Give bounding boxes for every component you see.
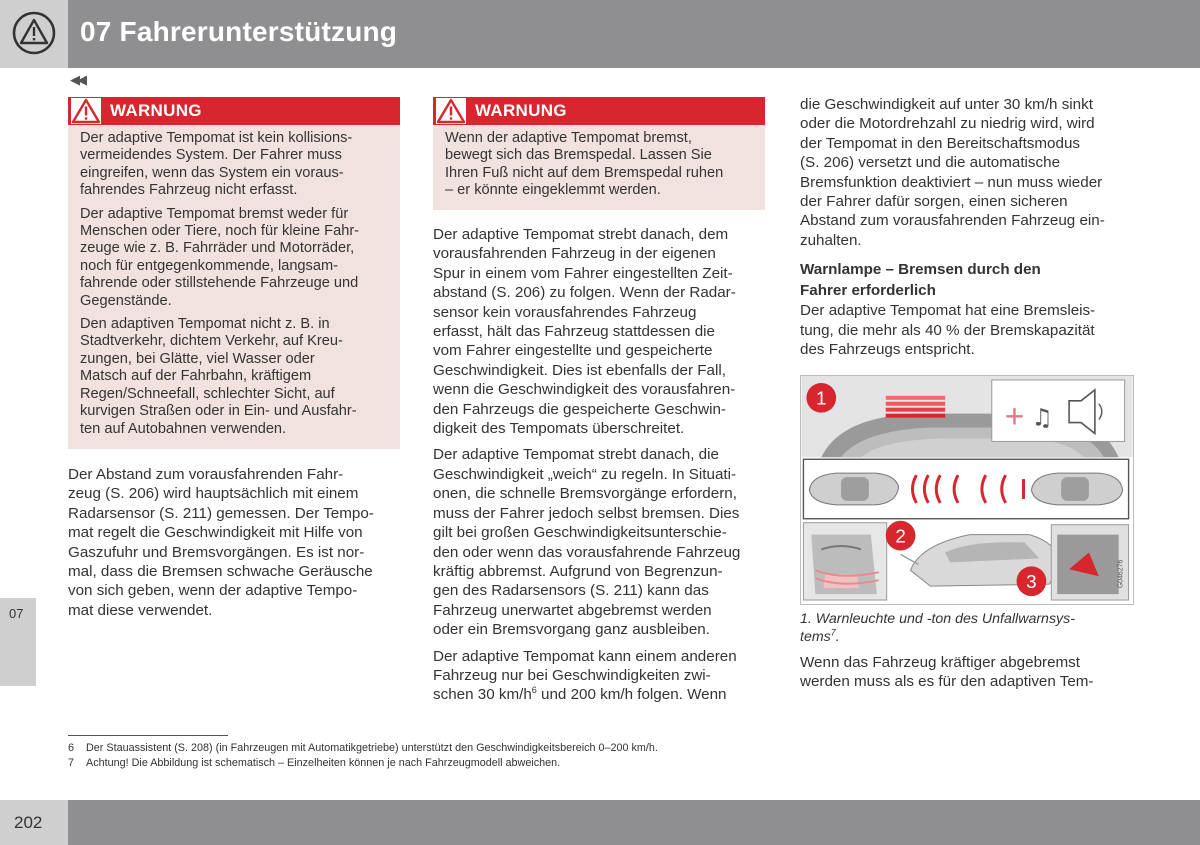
body-text: Der adaptive Tempomat kann einem anderen Fahrzeug nur bei Geschwindigkeiten zwi- schen 30 km/h — [433, 647, 737, 704]
figure-marker-label: 3 — [1026, 571, 1037, 593]
body-paragraph: Wenn das Fahrzeug kräftiger abgebremst werden muss als es für den adaptiven Tem- — [800, 654, 1094, 691]
warning-box-2 — [433, 97, 765, 210]
svg-text:♫: ♫ — [1031, 403, 1053, 432]
column-3-text — [800, 95, 1135, 366]
footnote-text: Achtung! Die Abbildung ist schematisch – Einzelheiten können je nach Fahrzeugmodell abweichen. — [86, 757, 561, 769]
warning-body — [433, 125, 765, 206]
chapter-title: 07 Fahrerunterstützung — [80, 16, 398, 47]
page-number-box — [0, 800, 68, 845]
figure-caption — [800, 610, 1130, 646]
footnote — [68, 756, 560, 770]
footnote-divider — [68, 735, 228, 736]
warning-header — [68, 97, 400, 125]
figure-marker-label: 1 — [816, 387, 827, 409]
warning-triangle-icon — [71, 98, 101, 124]
footnote-number: 6 — [68, 742, 75, 754]
lead-car-icon — [1031, 473, 1122, 505]
body-paragraph: Der adaptive Tempomat strebt danach, die Geschwindigkeit „weich“ zu regeln. In Situati- onen, die schnelle Bremsvorgänge erfordern, muss der Fahrer jedoch selbst bremsen. Dies gilt bei großen Geschwindigkeitsunterschie- den oder wenn das vorausfahrende Fahrzeug kräftig abbremst. Aufgrund von Begrenzun- gen des Radarsensors (S. 211) kann das Fahrzeug unerwartet abgebremst werden oder ein Bremsvorgang ganz ausbleiben. — [433, 446, 741, 639]
footnote-ref[interactable]: 6 — [531, 685, 537, 696]
warning-paragraph: Den adaptiven Tempomat nicht z. B. in Stadtverkehr, dichtem Verkehr, auf Kreu- zungen, bei Glätte, viel Wasser oder Matsch auf der Fahrbahn, kräftigem Regen/Schneefall, schlechter Sicht, auf kurvigen Straßen oder in Ein- und Ausfahr- ten auf Autobahnen verwenden. — [80, 316, 357, 437]
section-heading: Warnlampe – Bremsen durch den Fahrer erforderlich — [800, 261, 1041, 300]
own-car-icon — [809, 473, 898, 505]
column-3-text-bottom — [800, 653, 1135, 699]
footnote — [68, 741, 658, 755]
body-paragraph — [433, 647, 768, 705]
warning-triangle-icon — [436, 98, 466, 124]
body-text: und 200 km/h folgen. Wenn — [536, 686, 727, 704]
chapter-side-tab[interactable] — [0, 598, 36, 686]
warning-paragraph: Der adaptive Tempomat ist kein kollisions- vermeidendes System. Der Fahrer muss eingreifen, wenn das System ein voraus- fahrendes Fahrzeug nicht erfasst. — [80, 130, 353, 199]
warning-box-1 — [68, 97, 400, 449]
page-number: 202 — [14, 813, 43, 832]
body-paragraph: die Geschwindigkeit auf unter 30 km/h sinkt oder die Motordrehzahl zu niedrig wird, wird der Tempomat in den Bereitschaftsmodus (S. 206) versetzt und die automatische Bremsfunktion deaktiviert – nun muss wieder der Fahrer dafür sorgen, einen sicheren Abstand zum vorausfahrenden Fahrzeug ein- zuhalten. — [800, 96, 1105, 249]
caption-text: 1. Warnleuchte und -ton des Unfallwarnsys- tems — [800, 611, 1075, 645]
warning-paragraph: Der adaptive Tempomat bremst weder für Menschen oder Tiere, noch für kleine Fahr- zeuge wie z. B. Fahrräder und Motorräder, noch für entgegenkommende, langsam- fahrende oder stillstehende Fahrzeuge und Gegenstände. — [80, 205, 360, 309]
warning-label: WARNUNG — [110, 101, 202, 120]
body-paragraph: Der adaptive Tempomat strebt danach, dem vorausfahrenden Fahrzeug in der eigenen Spur in einem vom Fahrer eingestellten Zeit- abstand (S. 206) zu folgen. Wenn der Radar- sensor kein vorausfahrendes Fahrzeug erfasst, hält das Fahrzeug stattdessen die vom Fahrer eingestellte und gespeicherte Geschwindigkeit. Dies ist ebenfalls der Fall, wenn die Geschwindigkeit des vorausfahren- den Fahrzeugs die gespeicherte Geschwin- digkeit des Tempomats überschreitet. — [433, 226, 736, 438]
warning-body — [68, 125, 400, 444]
collision-warning-figure — [800, 375, 1134, 605]
svg-text:+: + — [1004, 397, 1025, 436]
column-1-text — [68, 465, 403, 627]
warning-label: WARNUNG — [475, 101, 567, 120]
footnote-number: 7 — [68, 757, 75, 769]
back-navigation-icon[interactable]: ◀◀ — [70, 72, 84, 87]
body-paragraph: Der Abstand zum vorausfahrenden Fahr- zeug (S. 206) wird hauptsächlich mit einem Radarsensor (S. 211) gemessen. Der Tempo- mat regelt die Geschwindigkeit mit Hilfe von Gaszufuhr und Bremsvorgängen. Es ist nor- mal, dass die Bremsen schwache Geräusche von sich geben, wenn der adaptive Tempo- mat diese verwendet. — [68, 466, 374, 619]
footnote-text: Der Stauassistent (S. 208) (in Fahrzeugen mit Automatikgetriebe) unterstützt den Geschwindigkeitsbereich 0–200 km/h. — [86, 742, 658, 754]
figure-marker-label: 2 — [895, 525, 906, 547]
collision-warning-illustration — [801, 376, 1133, 604]
chapter-header — [0, 0, 1200, 68]
footnote-ref[interactable]: 7 — [830, 627, 836, 638]
warning-triangle-icon — [12, 11, 56, 55]
body-paragraph: Der adaptive Tempomat hat eine Bremsleis- tung, die mehr als 40 % der Bremskapazität des Fahrzeugs entspricht. — [800, 302, 1096, 359]
warning-header — [433, 97, 765, 125]
figure-image-id: G046276 — [1117, 559, 1125, 589]
chapter-tab-label: 07 — [9, 606, 24, 621]
page-footer — [0, 800, 1200, 845]
caption-end: . — [835, 629, 840, 645]
column-2-text — [433, 225, 768, 712]
header-icon-box — [0, 0, 68, 68]
warning-paragraph: Wenn der adaptive Tempomat bremst, bewegt sich das Bremspedal. Lassen Sie Ihren Fuß nicht auf dem Bremspedal ruhen – er könnte eingeklemmt werden. — [445, 130, 724, 199]
